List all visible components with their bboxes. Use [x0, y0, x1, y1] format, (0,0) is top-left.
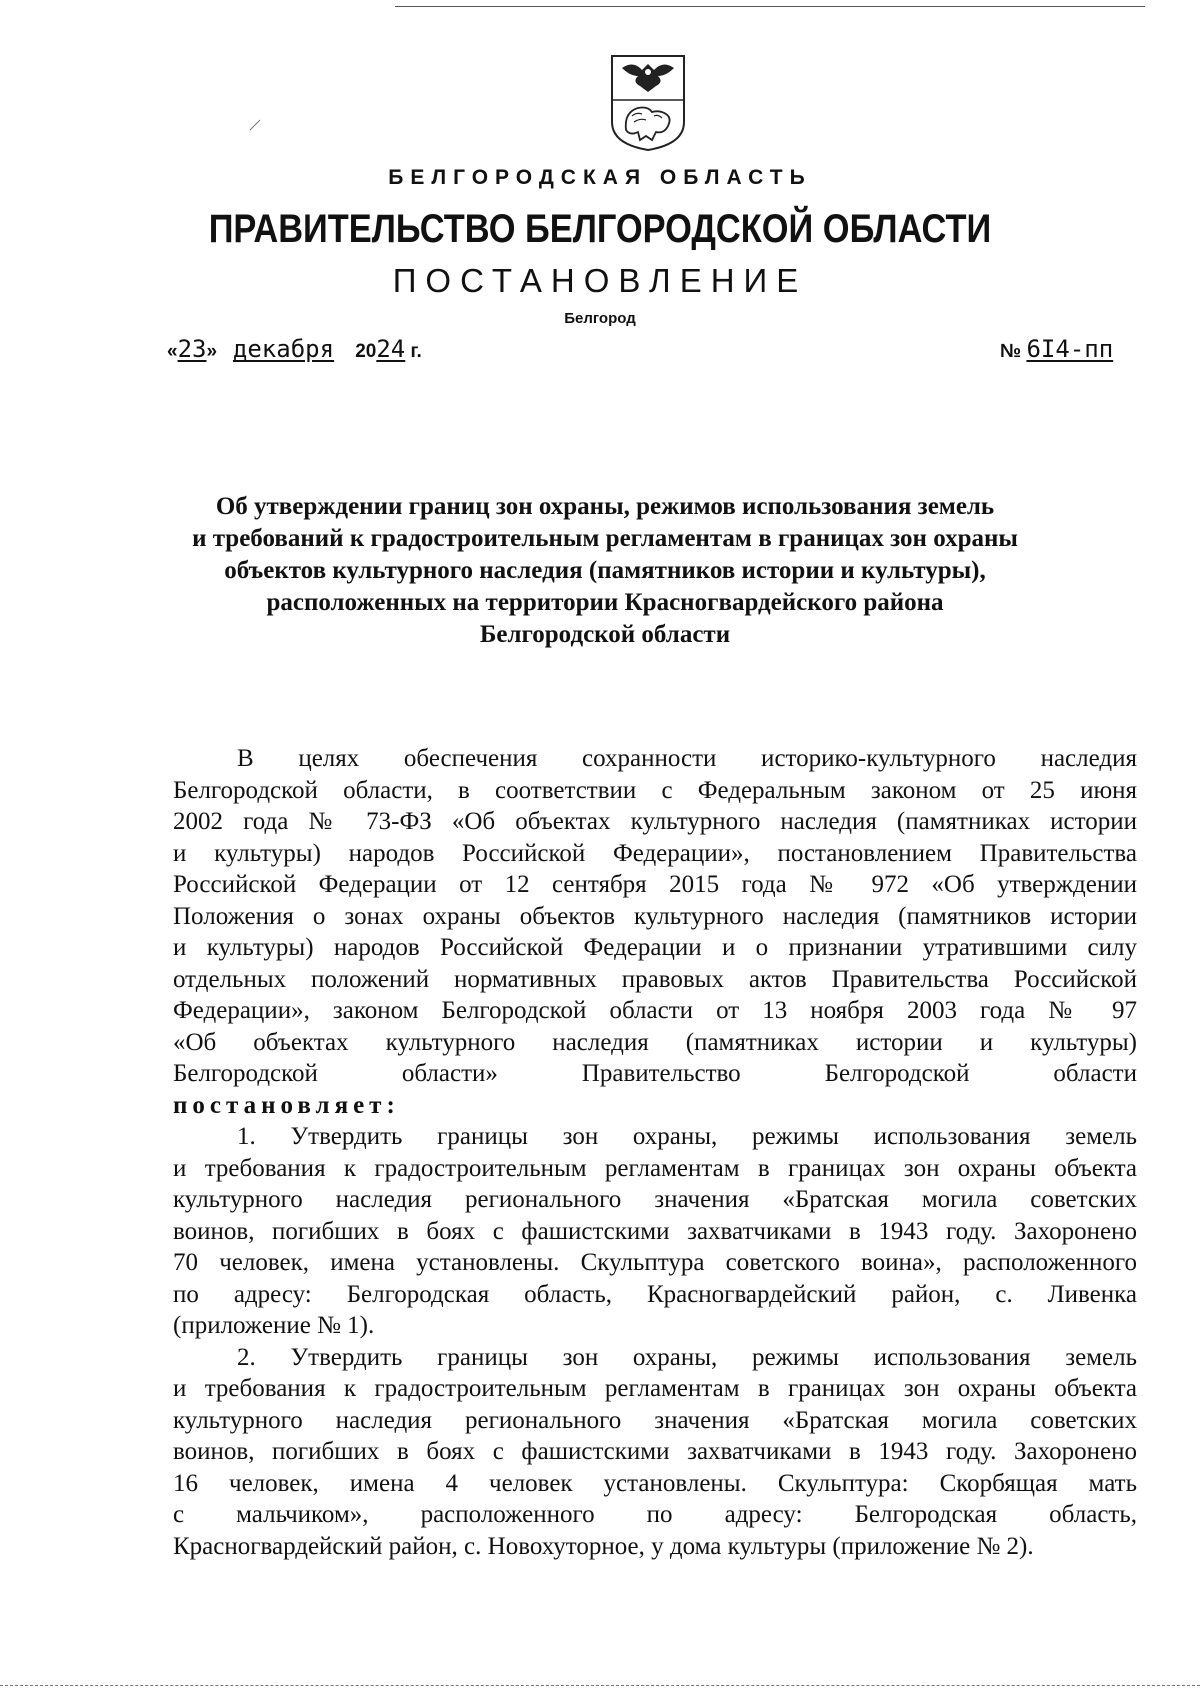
document-date	[167, 335, 422, 363]
body-line: и культуры) народов Российской Федерации», постановлением Правительства	[173, 839, 1137, 867]
body-line: по адресу: Белгородская область, Красногвардейский район, с. Ливенка	[173, 1280, 1137, 1308]
body-line: и требования к градостроительным регламентам в границах зон охраны объекта	[173, 1154, 1137, 1182]
body-line: 2002 года № 73-ФЗ «Об объектах культурного наследия (памятниках истории	[173, 808, 1137, 835]
body-line: с мальчиком», расположенного по адресу: Белгородская область,	[173, 1501, 1137, 1528]
date-open-quote: «	[167, 341, 178, 362]
body-line: 2. Утвердить границы зон охраны, режимы использования земель	[237, 1343, 1137, 1371]
body-line: и требования к градостроительным регламентам в границах зон охраны объекта	[173, 1375, 1137, 1402]
body-line: 16 человек, имена 4 человек установлены. Скульптура: Скорбящая мать	[173, 1469, 1137, 1497]
document-type: ПОСТАНОВЛЕНИЕ	[392, 262, 808, 299]
coat-of-arms-emblem	[608, 52, 688, 152]
body-line: 70 человек, имена установлены. Скульптура советского воина», расположенного	[173, 1249, 1137, 1276]
date-year-suffix: 24	[376, 335, 406, 363]
city-name: Белгород	[564, 310, 636, 327]
document-number	[1000, 335, 1113, 363]
body-line: воинов, погибших в боях с фашистскими захватчиками в 1943 году. Захоронено	[173, 1438, 1137, 1465]
body-line: культурного наследия регионального значения «Братская могила советских	[173, 1186, 1137, 1213]
body-line: Красногвардейский район, с. Новохуторное, у дома культуры (приложение № 2).	[173, 1532, 1034, 1560]
decree-keyword: постановляет:	[173, 1091, 400, 1119]
scan-edge-bottom	[0, 1685, 1200, 1686]
date-year-prefix: 20	[355, 341, 377, 362]
body-line: Российской Федерации от 12 сентября 2015 года № 972 «Об утверждении	[173, 871, 1137, 898]
date-day: 23	[177, 335, 207, 363]
body-line: Белгородской области» Правительство Белгородской области	[173, 1060, 1137, 1087]
number-value: 6I4-пп	[1026, 335, 1114, 363]
title-line: Белгородской области	[479, 621, 731, 648]
scan-edge-top	[395, 6, 1145, 7]
body-line: Белгородской области, в соответствии с Федеральным законом от 25 июня	[173, 776, 1137, 804]
body-line: В целях обеспечения сохранности историко-культурного наследия	[237, 745, 1137, 772]
title-line: объектов культурного наследия (памятников истории и культуры),	[224, 557, 986, 584]
region-name: БЕЛГОРОДСКАЯ ОБЛАСТЬ	[388, 166, 812, 189]
body-line: Положения о зонах охраны объектов культурного наследия (памятников истории	[173, 902, 1137, 930]
body-line: воинов, погибших в боях с фашистскими захватчиками в 1943 году. Захоронено	[173, 1217, 1137, 1245]
document-title	[175, 491, 1035, 651]
document-body	[173, 743, 1137, 1562]
body-line: «Об объектах культурного наследия (памятниках истории и культуры)	[173, 1028, 1137, 1056]
number-label: №	[1000, 341, 1022, 362]
body-line: культурного наследия регионального значения «Братская могила советских	[173, 1406, 1137, 1434]
body-line: и культуры) народов Российской Федерации и о признании утратившими силу	[173, 934, 1137, 961]
body-line: 1. Утвердить границы зон охраны, режимы использования земель	[237, 1123, 1137, 1150]
title-line: расположенных на территории Красногвардейского района	[266, 589, 944, 616]
title-line: Об утверждении границ зон охраны, режимов использования земель	[215, 493, 995, 520]
title-line: и требований к градостроительным регламентам в границах зон охраны	[192, 525, 1018, 552]
date-year-mark: г.	[410, 341, 422, 362]
date-close-quote: »	[206, 341, 218, 362]
body-line: отдельных положений нормативных правовых актов Правительства Российской	[173, 965, 1137, 993]
pen-mark	[248, 118, 262, 132]
date-month: декабря	[232, 335, 335, 363]
body-line: (приложение № 1).	[173, 1312, 375, 1339]
government-name: ПРАВИТЕЛЬСТВО БЕЛГОРОДСКОЙ ОБЛАСТИ	[208, 207, 992, 251]
body-line: Федерации», законом Белгородской области от 13 ноября 2003 года № 97	[173, 997, 1137, 1024]
